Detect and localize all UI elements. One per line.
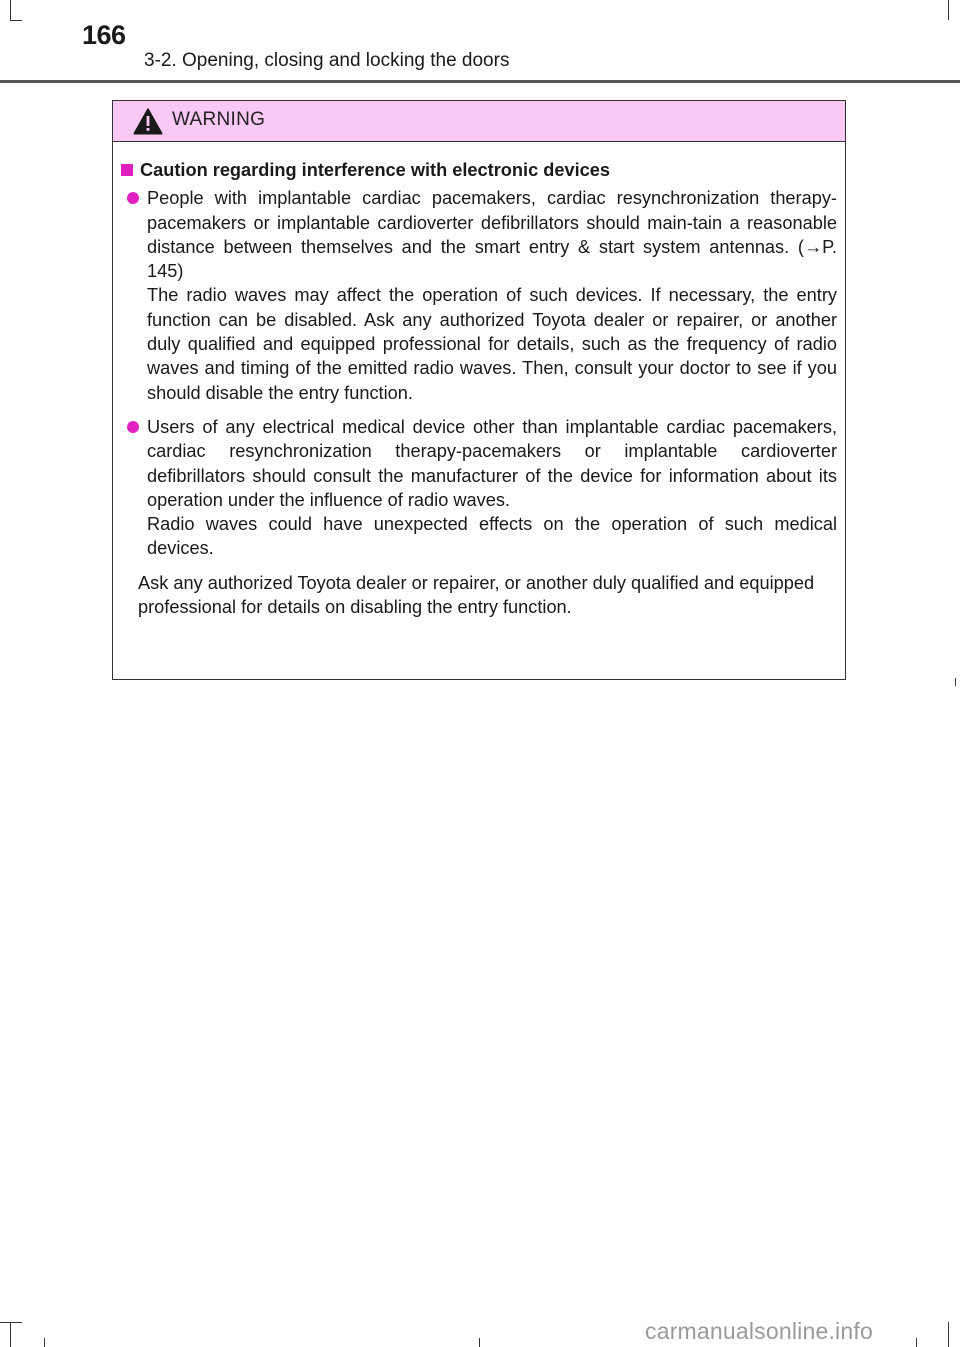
- round-bullet-icon: [127, 421, 139, 433]
- warning-label: WARNING: [172, 109, 266, 130]
- subheading-text: Caution regarding interference with electronic devices: [140, 160, 610, 180]
- header-rule: [0, 80, 960, 83]
- section-title: 3-2. Opening, closing and locking the doors: [144, 50, 510, 71]
- crop-mark-right-tick: [955, 678, 956, 686]
- crop-mark-bottom-right-v: [948, 1322, 949, 1347]
- crop-mark-bottom-tick-2: [479, 1338, 480, 1347]
- paragraph: Users of any electrical medical device other than implantable cardiac pacemakers, cardiac resynchronization therapy-pacemakers or implantable cardioverter defibrillators should consult the manufacturer of the device for information about its operation under the influence of radio waves.: [147, 416, 837, 510]
- closing-paragraph: Ask any authorized Toyota dealer or repairer, or another duly qualified and equipped professional for details on disabling the entry function.: [138, 572, 815, 618]
- list-item: [127, 186, 837, 405]
- paragraph: Radio waves could have unexpected effects on the operation of such medical devices.: [147, 514, 837, 559]
- square-bullet-icon: [121, 164, 133, 176]
- watermark-logo: carmanualsonline.info: [645, 1318, 873, 1344]
- warning-body: [113, 142, 845, 619]
- round-bullet-icon: [127, 192, 139, 204]
- list-item-text: [147, 186, 837, 405]
- warning-triangle-icon: [133, 108, 163, 135]
- list-item-text: [147, 415, 837, 561]
- warning-header: [113, 101, 845, 142]
- warning-box: [112, 100, 846, 680]
- warning-subheading: [121, 158, 837, 182]
- crop-mark-bottom-left-v: [10, 1322, 11, 1347]
- paragraph: People with implantable cardiac pacemakers, cardiac resynchronization therapy-pacemakers or implantable cardioverter defibrillators should main-tain a reasonable distance between themselves and the smart entry & start system antennas. (→P. 145): [147, 188, 837, 282]
- crop-mark-bottom-tick-3: [916, 1338, 917, 1347]
- list-item: [127, 415, 837, 561]
- crop-mark-bottom-left-h: [0, 1322, 22, 1323]
- crop-mark-bottom-tick-1: [44, 1338, 45, 1347]
- paragraph: The radio waves may affect the operation of such devices. If necessary, the entry function can be disabled. Ask any authorized Toyota dealer or repairer, or another duly qualified and equipped professional for details, such as the frequency of radio waves and timing of the emitted radio waves. Then, consult your doctor to see if you should disable the entry function.: [147, 285, 837, 403]
- page-number: 166: [82, 20, 126, 50]
- page-header: [0, 0, 960, 84]
